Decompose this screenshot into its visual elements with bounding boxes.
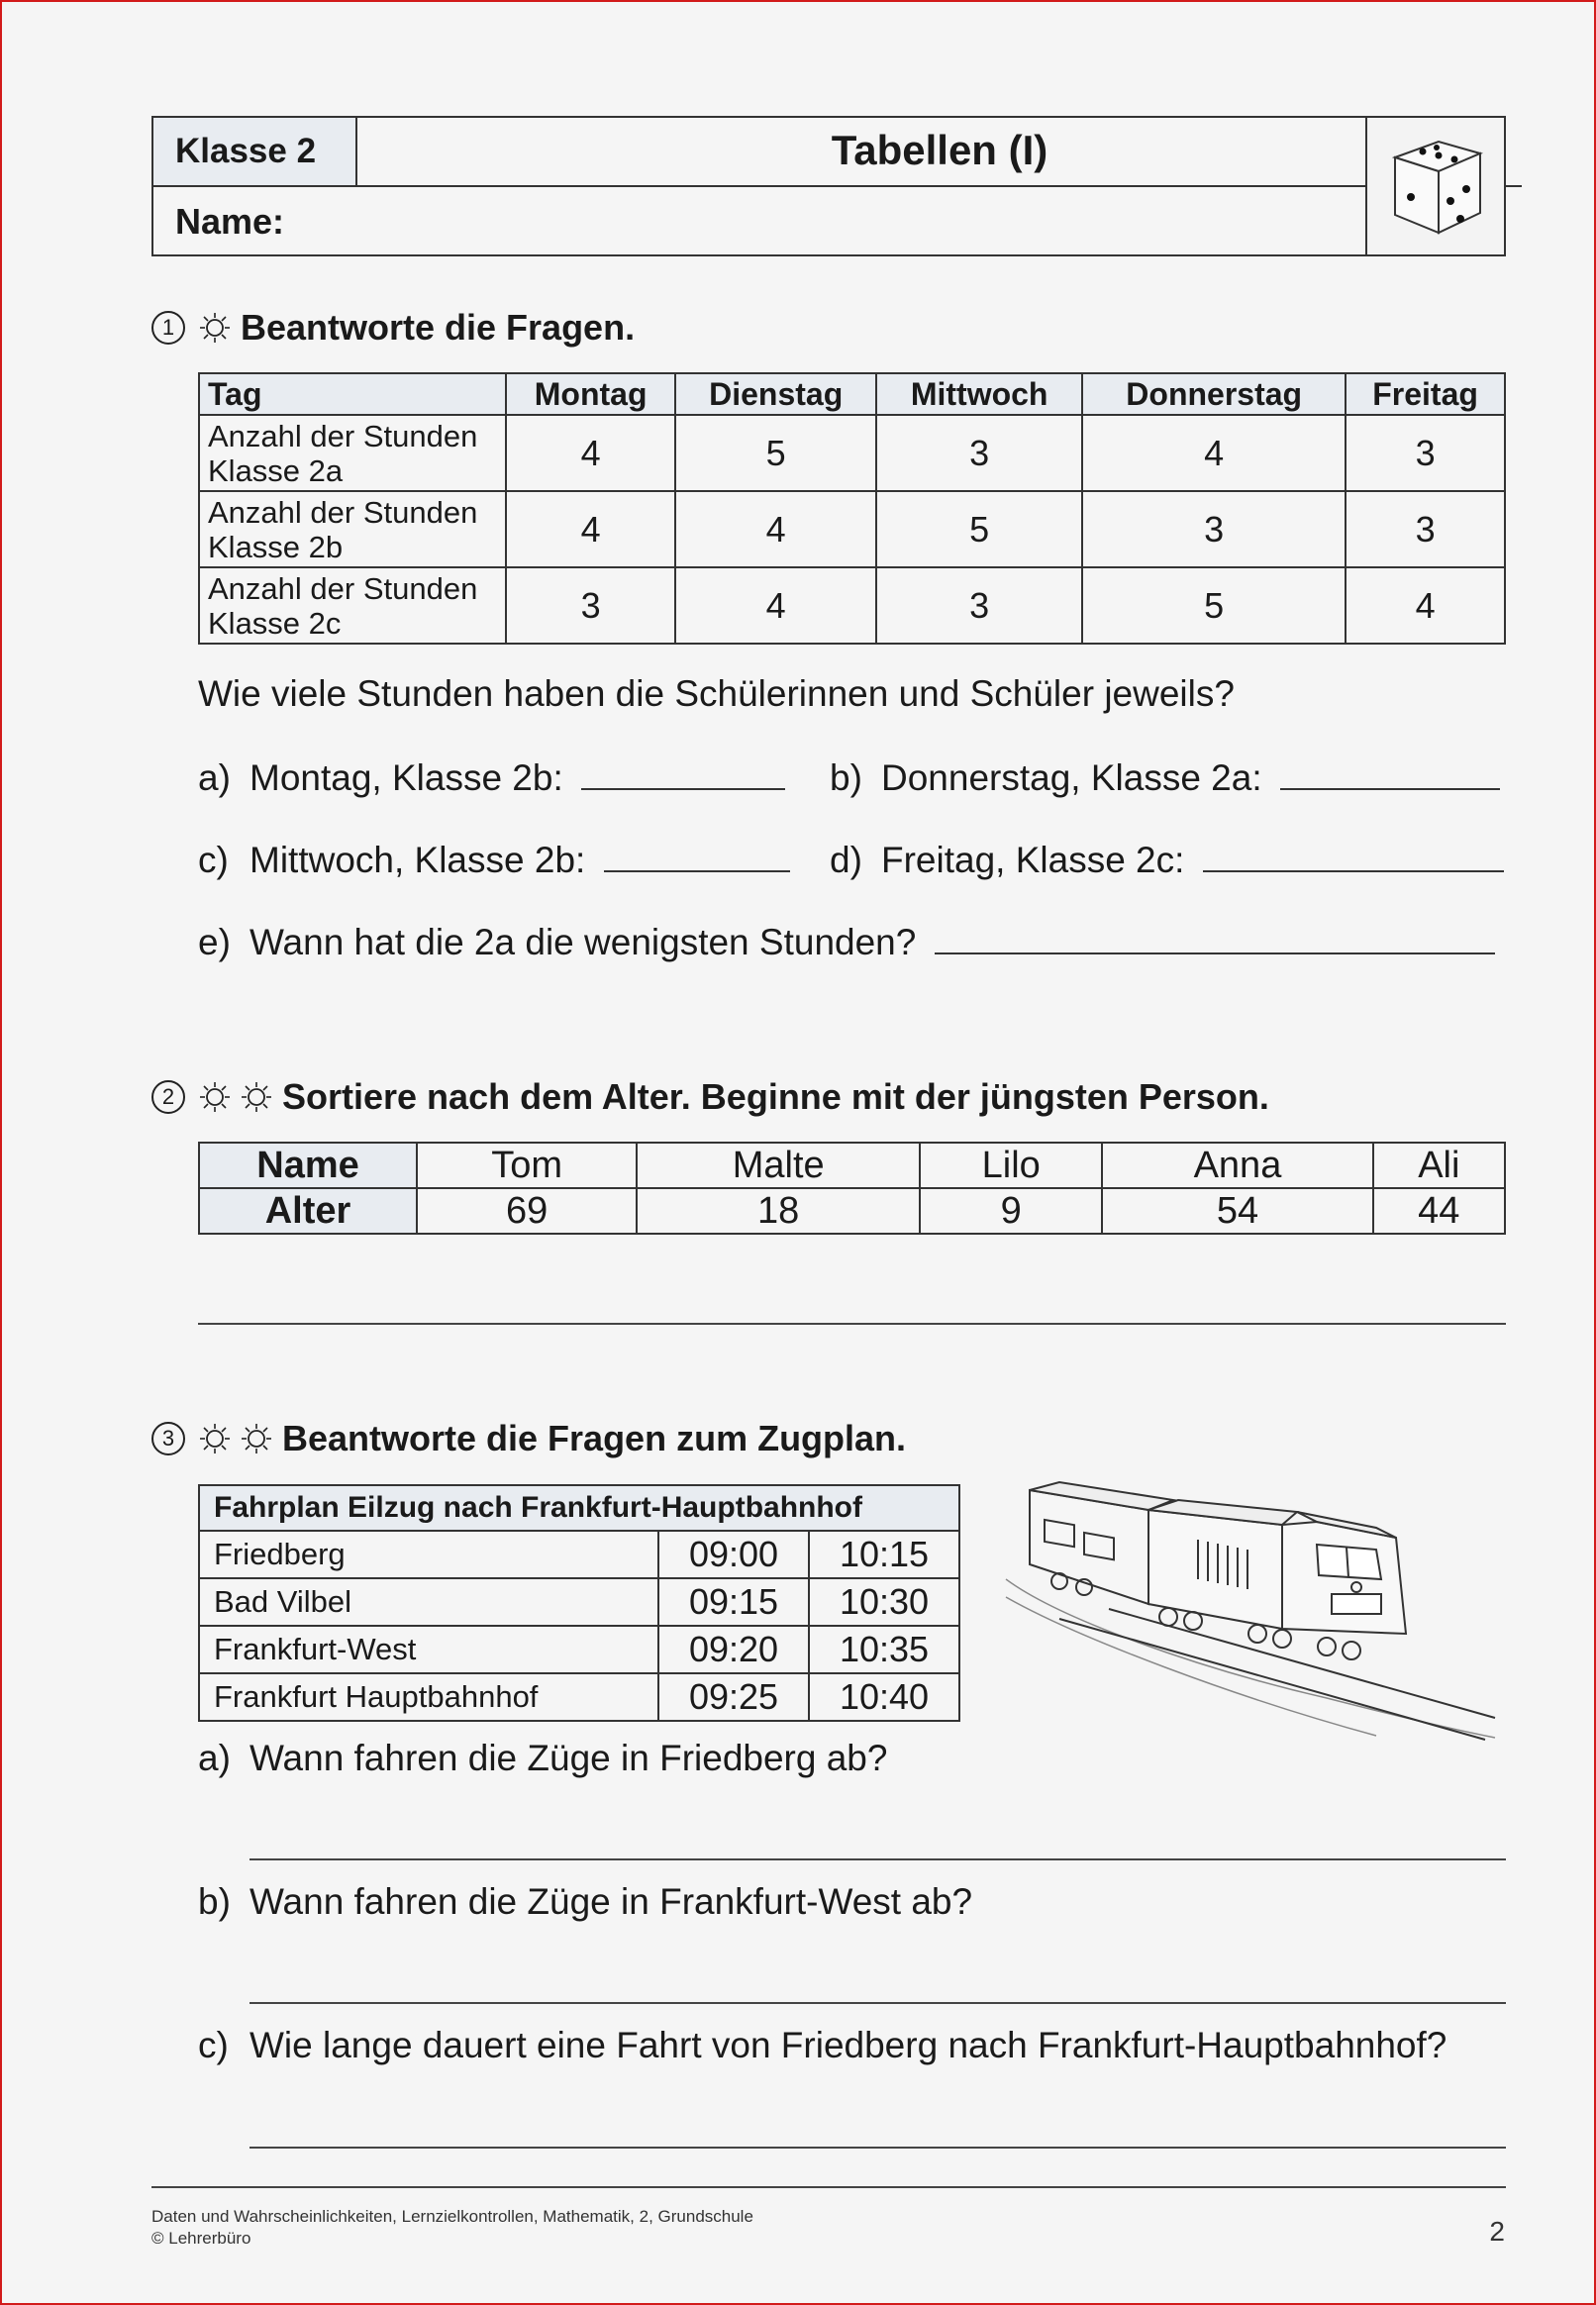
table-cell: 4 [1082,415,1346,491]
answer-blank[interactable] [581,758,785,790]
station-cell: Frankfurt-West [199,1626,658,1673]
question-letter: a) [198,1738,231,1778]
question-letter: b) [198,1881,231,1922]
table-row [199,1143,1505,1188]
table-row [199,415,1505,491]
table-cell: Lilo [920,1143,1102,1188]
table-cell: 4 [675,567,876,644]
table-cell: Anna [1102,1143,1372,1188]
question-text: Donnerstag, Klasse 2a: [881,757,1262,798]
question-letter: e) [198,922,231,962]
station-cell: Frankfurt Hauptbahnhof [199,1673,658,1721]
table-header-cell: Freitag [1346,373,1505,415]
table-cell: 3 [506,567,675,644]
task1-heading-text: Beantworte die Fragen. [241,307,636,348]
time-cell: 09:00 [658,1531,809,1578]
table-header-row [199,373,1505,415]
table-cell: 5 [675,415,876,491]
answer-blank[interactable] [604,841,790,872]
question-3c [198,2025,1446,2066]
task1-question: Wie viele Stunden haben die Schülerinnen und Schüler jeweils? [198,673,1235,714]
question-letter: c) [198,840,229,880]
table-cell: 4 [506,415,675,491]
table-header-cell: Donnerstag [1082,373,1346,415]
table-cell: 9 [920,1188,1102,1234]
footer-text [151,2206,753,2250]
table-cell: 3 [1346,415,1505,491]
table-cell: 18 [637,1188,920,1234]
table-row [199,491,1505,567]
sun-icon [199,312,231,344]
table-cell: 4 [506,491,675,567]
age-header: Alter [199,1188,417,1234]
task3-heading [151,1418,906,1459]
row-label-line2: Klasse 2b [208,529,344,564]
train-illustration [1000,1470,1505,1757]
question-text: Wann fahren die Züge in Frankfurt-West ab? [249,1881,973,1922]
row-label-line2: Klasse 2c [208,605,342,641]
table-cell: 54 [1102,1188,1372,1234]
table-row [199,1578,959,1626]
table-cell: 3 [876,415,1082,491]
answer-line[interactable] [249,2002,1506,2004]
table-header-cell: Mittwoch [876,373,1082,415]
question-text: Wann fahren die Züge in Friedberg ab? [249,1738,888,1778]
table-row [199,567,1505,644]
table-cell: 4 [1346,567,1505,644]
table-row [199,1673,959,1721]
answer-blank[interactable] [1203,841,1504,872]
table-row [199,1188,1505,1234]
task-number-3: 3 [151,1422,185,1455]
row-label-line1: Anzahl der Stunden [208,570,478,606]
answer-line[interactable] [249,2147,1506,2149]
table-row [199,1531,959,1578]
page-title: Tabellen (I) [357,118,1522,187]
footer-line1: Daten und Wahrscheinlichkeiten, Lernzielkontrollen, Mathematik, 2, Grundschule [151,2207,753,2226]
table-cell: 3 [1082,491,1346,567]
footer-line2: © Lehrerbüro [151,2229,251,2248]
row-label-line2: Klasse 2a [208,452,344,488]
task1-heading [151,307,635,349]
table-cell: 44 [1373,1188,1505,1234]
answer-blank[interactable] [935,923,1495,954]
footer-divider [151,2186,1506,2188]
time-cell: 10:35 [809,1626,959,1673]
train-schedule-table [198,1484,960,1722]
question-c [198,840,790,881]
row-label [199,567,506,644]
name-label: Name: [175,201,285,242]
name-header: Name [199,1143,417,1188]
answer-line[interactable] [249,1858,1506,1860]
question-text: Montag, Klasse 2b: [249,757,563,798]
age-table [198,1142,1506,1235]
table-cell: 3 [1346,491,1505,567]
question-3a [198,1738,887,1779]
row-label [199,491,506,567]
table-cell: Tom [417,1143,637,1188]
table-cell: 5 [1082,567,1346,644]
row-label-line1: Anzahl der Stunden [208,494,478,530]
sun-icon [199,1081,231,1113]
table-cell: Ali [1373,1143,1505,1188]
time-cell: 10:40 [809,1673,959,1721]
sun-icon [241,1081,272,1113]
question-d [830,840,1504,881]
row-label [199,415,506,491]
question-text: Wie lange dauert eine Fahrt von Friedberg nach Frankfurt-Hauptbahnhof? [249,2025,1447,2065]
time-cell: 09:20 [658,1626,809,1673]
school-hours-table [198,372,1506,645]
answer-blank[interactable] [1280,758,1500,790]
table-cell: 5 [876,491,1082,567]
task2-heading-text: Sortiere nach dem Alter. Beginne mit der jüngsten Person. [282,1076,1269,1117]
table-header-cell: Dienstag [675,373,876,415]
table-header-cell: Tag [199,373,506,415]
question-text: Wann hat die 2a die wenigsten Stunden? [249,922,917,962]
task-number-2: 2 [151,1080,185,1114]
sun-icon [199,1423,231,1454]
answer-line[interactable] [198,1323,1506,1325]
sun-icon [241,1423,272,1454]
table-header-cell: Montag [506,373,675,415]
question-3b [198,1881,972,1923]
time-cell: 10:15 [809,1531,959,1578]
question-a [198,757,785,799]
question-e [198,922,1495,963]
table-cell: 69 [417,1188,637,1234]
question-text: Freitag, Klasse 2c: [881,840,1185,880]
class-label: Klasse 2 [153,118,357,187]
question-letter: d) [830,840,862,880]
question-b [830,757,1500,799]
table-row [199,1626,959,1673]
time-cell: 10:30 [809,1578,959,1626]
dice-icon [1365,118,1504,254]
time-cell: 09:25 [658,1673,809,1721]
time-cell: 09:15 [658,1578,809,1626]
row-label-line1: Anzahl der Stunden [208,418,478,453]
table-header-row [199,1485,959,1531]
schedule-title: Fahrplan Eilzug nach Frankfurt-Hauptbahnhof [199,1485,959,1531]
question-text: Mittwoch, Klasse 2b: [249,840,586,880]
table-cell: 4 [675,491,876,567]
task2-heading [151,1076,1269,1118]
task-number-1: 1 [151,311,185,345]
worksheet-header [151,116,1506,256]
question-letter: a) [198,757,231,798]
question-letter: b) [830,757,862,798]
station-cell: Friedberg [199,1531,658,1578]
table-cell: 3 [876,567,1082,644]
task3-heading-text: Beantworte die Fragen zum Zugplan. [282,1418,907,1458]
table-cell: Malte [637,1143,920,1188]
station-cell: Bad Vilbel [199,1578,658,1626]
question-letter: c) [198,2025,229,2065]
page-number: 2 [1489,2216,1505,2247]
